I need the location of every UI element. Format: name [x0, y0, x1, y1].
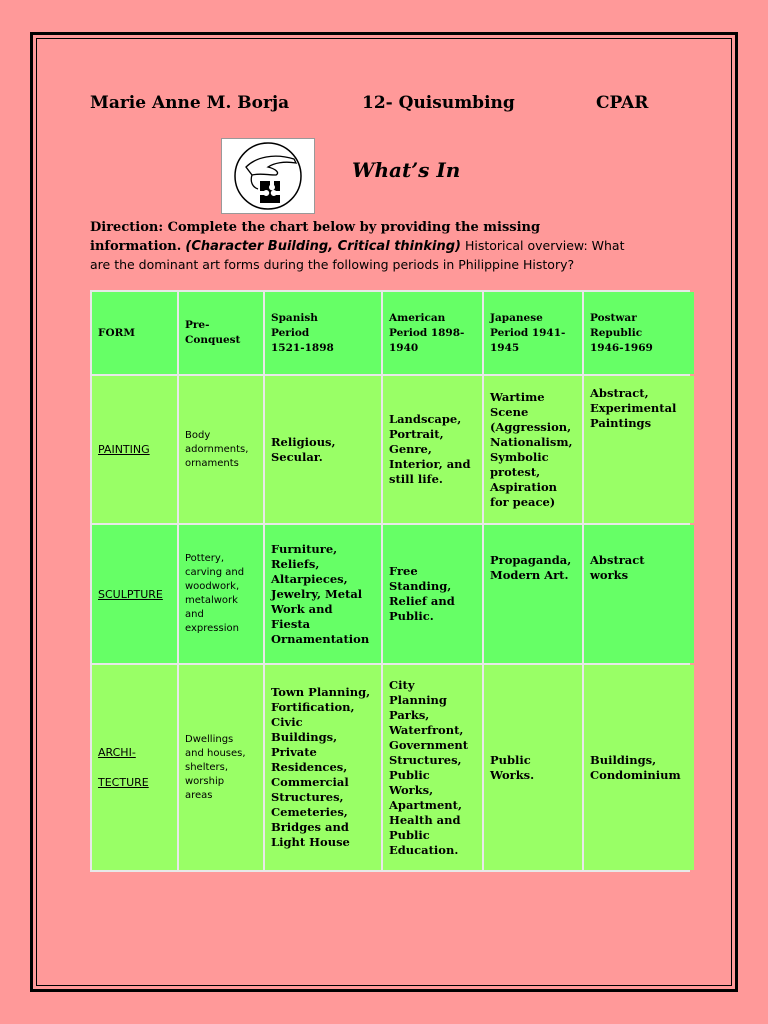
table-row	[92, 665, 694, 870]
direction-lead: Direction: Complete the chart below by providing the missing information.	[90, 220, 541, 254]
table-cell: City Planning Parks, Waterfront, Government Structures, Public Works, Apartment, Health and Public Education.	[383, 665, 482, 870]
table-cell: Dwellings and houses, shelters, worship areas	[179, 665, 263, 870]
table-cell: Abstract works	[584, 525, 694, 663]
header-cell-spanish: Spanish Period 1521-1898	[265, 292, 381, 374]
table-cell: Town Planning, Fortification, Civic Buildings, Private Residences, Commercial Structures, Cemeteries, Bridges and Light House	[265, 665, 381, 870]
direction-text	[90, 219, 630, 275]
table-cell: Public Works.	[484, 665, 582, 870]
table-cell: Wartime Scene (Aggression, Nationalism, Symbolic protest, Aspiration for peace)	[484, 376, 582, 523]
table-cell: Landscape, Portrait, Genre, Interior, and still life.	[383, 376, 482, 523]
header-cell-american: American Period 1898- 1940	[383, 292, 482, 374]
table-cell: Propaganda, Modern Art.	[484, 525, 582, 663]
table-cell: Free Standing, Relief and Public.	[383, 525, 482, 663]
header-cell-pre-conquest: Pre- Conquest	[179, 292, 263, 374]
header-cell-japanese: Japanese Period 1941- 1945	[484, 292, 582, 374]
table-header-row	[92, 292, 694, 374]
table-cell: Religious, Secular.	[265, 376, 381, 523]
subject-name: CPAR	[596, 93, 649, 113]
header-cell-form: FORM	[92, 292, 177, 374]
form-cell: SCULPTURE	[92, 525, 177, 663]
table-cell: Body adornments, ornaments	[179, 376, 263, 523]
table-cell: Abstract, Experimental Paintings	[584, 376, 694, 523]
table-cell: Buildings, Condominium	[584, 665, 694, 870]
table-row	[92, 376, 694, 523]
student-name: Marie Anne M. Borja	[90, 93, 290, 113]
section-title: What’s In	[352, 158, 461, 182]
form-cell: ARCHI- TECTURE	[92, 665, 177, 870]
header-cell-postwar: Postwar Republic 1946-1969	[584, 292, 694, 374]
hand-puzzle-icon	[221, 138, 315, 214]
table-cell: Furniture, Reliefs, Altarpieces, Jewelry, Metal Work and Fiesta Ornamentation	[265, 525, 381, 663]
form-cell: PAINTING	[92, 376, 177, 523]
section-name: 12- Quisumbing	[362, 93, 515, 113]
art-forms-table	[90, 290, 690, 872]
table-cell: Pottery, carving and woodwork, metalwork and expression	[179, 525, 263, 663]
direction-rest: Historical overview: What are the dominant art forms during the following periods in Philippine History?	[90, 238, 625, 272]
table-row	[92, 525, 694, 663]
direction-emphasis: (Character Building, Critical thinking)	[185, 239, 461, 254]
